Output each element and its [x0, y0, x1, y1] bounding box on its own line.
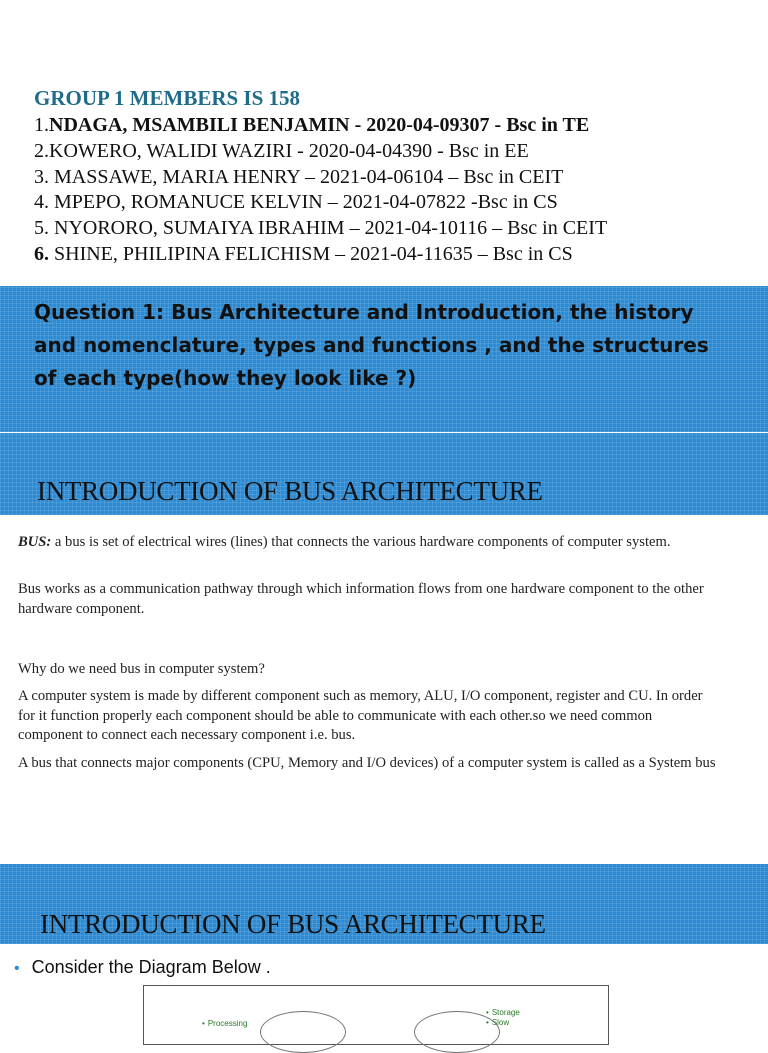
components-paragraph: A computer system is made by different component such as memory, ALU, I/O component, register and CU. In order for it function properly each component should be able to communicate with each other.so we need common component to connect each necessary component i.e. bus. [18, 688, 703, 743]
question-text: Question 1: Bus Architecture and Introduction, the history and nomenclature, types and functions , and the structures of each type(how they look like ?) [34, 300, 709, 390]
green-bullet-icon: • [202, 1019, 205, 1028]
diagram-label-text: Slow [491, 1018, 510, 1027]
bus-diagram [143, 985, 609, 1045]
member-4 [34, 190, 607, 216]
member-number: 1. [34, 114, 49, 136]
bus-definition-text: a bus is set of electrical wires (lines) that connects the various hardware components of computer system. [51, 534, 671, 550]
member-6 [34, 242, 607, 268]
system-bus-paragraph: A bus that connects major components (CPU, Memory and I/O devices) of a computer system is called as a System bus [18, 755, 716, 771]
green-bullet-icon: • [486, 1008, 489, 1017]
bullet-dot-icon: • [14, 960, 20, 977]
member-1 [34, 113, 607, 139]
group-title: GROUP 1 MEMBERS IS 158 [34, 86, 301, 110]
members-list [34, 113, 607, 268]
diagram-label-text: Processing [207, 1019, 248, 1028]
member-2 [34, 139, 607, 165]
bus-definition [18, 533, 718, 553]
diagram-label-storage [486, 1008, 520, 1017]
member-text: NDAGA, MSAMBILI BENJAMIN - 2020-04-09307 - Bsc in TE [49, 114, 590, 136]
member-number: 5. [34, 217, 49, 240]
member-number: 3. [34, 165, 49, 188]
member-number: 6. [34, 242, 49, 265]
diagram-label-text: Storage [491, 1008, 520, 1017]
member-text: MASSAWE, MARIA HENRY – 2021-04-06104 – Bsc in CEIT [49, 165, 564, 188]
member-5 [34, 216, 607, 242]
bus-term: BUS: [18, 534, 52, 550]
intro-title-2: INTRODUCTION OF BUS ARCHITECTURE [40, 909, 546, 939]
member-text: MPEPO, ROMANUCE KELVIN – 2021-04-07822 -Bsc in CS [49, 191, 558, 214]
green-bullet-icon: • [486, 1018, 489, 1027]
member-3 [34, 165, 607, 191]
intro-title-1: INTRODUCTION OF BUS ARCHITECTURE [37, 476, 543, 506]
bullet-text: Consider the Diagram Below . [31, 957, 271, 977]
member-number: 2. [34, 139, 49, 162]
why-bus-question: Why do we need bus in computer system? [18, 661, 265, 677]
member-text: KOWERO, WALIDI WAZIRI - 2020-04-04390 - Bsc in EE [49, 139, 529, 162]
diagram-label-slow [486, 1018, 509, 1027]
member-text: NYORORO, SUMAIYA IBRAHIM – 2021-04-10116 – Bsc in CEIT [49, 217, 608, 240]
diagram-ellipse-left [260, 1011, 346, 1053]
member-text: SHINE, PHILIPINA FELICHISM – 2021-04-11635 – Bsc in CS [49, 242, 573, 265]
member-number: 4. [34, 191, 49, 214]
bus-pathway-paragraph: Bus works as a communication pathway through which information flows from one hardware component to the other hardware component. [18, 581, 704, 617]
bullet-item [14, 957, 271, 978]
